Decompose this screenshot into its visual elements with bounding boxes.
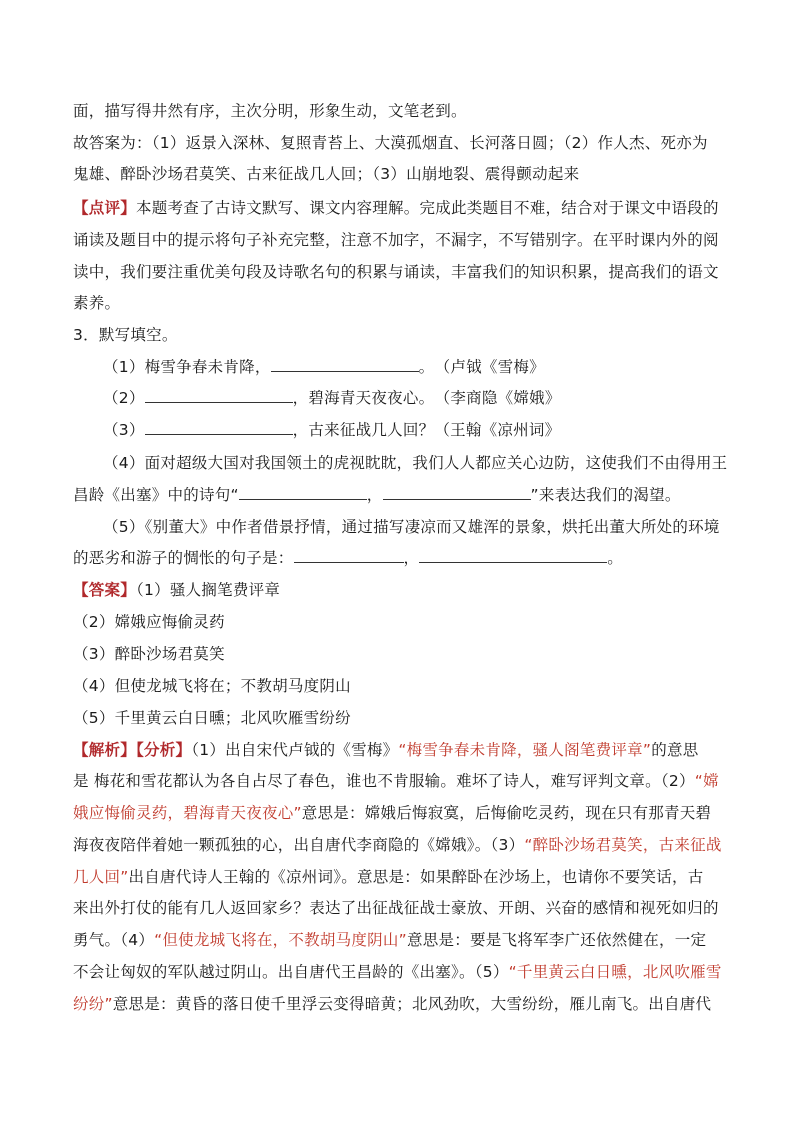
- question-item-2: [103, 388, 763, 408]
- poem-quote: “梅雪争春未肯降，骚人阁笔费评章”: [398, 741, 652, 759]
- question-item-4-cont: [73, 485, 733, 505]
- poem-quote: 娥应悔偷灵药，碧海青天夜夜心”: [73, 804, 302, 822]
- comment-line: 诵读及题目中的提示将句子补充完整，注意不加字，不漏字，不写错别字。在平时课内外的阅: [73, 231, 719, 249]
- answer-line: （2）嫦娥应悔偷灵药: [73, 613, 225, 631]
- item-text: （3）: [103, 421, 145, 439]
- comment-line: 读中，我们要注重优美句段及诗歌名句的积累与诵读，丰富我们的知识积累，提高我们的语文: [73, 263, 719, 281]
- analysis-line: [73, 994, 733, 1014]
- answer-line: [73, 580, 733, 600]
- analysis-text: 意思是：黄昏的落日使千里浮云变得暗黄；北风劲吹，大雪纷纷，雁儿南飞。出自唐代: [112, 995, 712, 1013]
- answer-line: （4）但使龙城飞将在；不教胡马度阴山: [73, 677, 351, 695]
- item-text: （1）梅雪争春未肯降，: [103, 358, 271, 376]
- fill-blank: [383, 485, 531, 500]
- analysis-line: 来出外打仗的能有几人返回家乡？表达了出征战征战士豪放、开朗、兴奋的感情和视死如归的: [73, 899, 719, 917]
- analysis-line: [73, 962, 733, 982]
- analysis-line: [73, 803, 733, 823]
- fill-blank: [239, 485, 367, 500]
- poem-quote: “嫦: [694, 772, 719, 790]
- item-text: 的恶劣和游子的惆怅的句子是：: [73, 549, 294, 567]
- question-title: 3．默写填空。: [73, 326, 178, 344]
- analysis-line: [73, 867, 733, 887]
- question-item-5: （5）《别董大》中作者借景抒情，通过描写凄凉而又雄浑的景象，烘托出董大所处的环境: [103, 518, 720, 536]
- analysis-text: 不会让匈奴的军队越过阴山。出自唐代王昌龄的《出塞》。（5）: [73, 963, 509, 981]
- item-text: ，碧海青天夜夜心。 （李商隐《嫦娥》: [292, 389, 561, 407]
- item-text: ，古来征战几人回？（王翰《凉州词》: [292, 421, 561, 439]
- analysis-tag: 【解析】: [73, 741, 137, 759]
- analysis-text: 意思是：要是飞将军李广还依然健在，一定: [406, 931, 707, 949]
- analysis-line: [73, 740, 733, 760]
- answer-line: （3）醉卧沙场君莫笑: [73, 645, 225, 663]
- prev-answer-line: 故答案为：（1）返景入深林、复照青苔上、大漠孤烟直、长河落日圆；（2）作人杰、死亦为: [73, 134, 708, 152]
- answer-tag: 【答案】: [73, 581, 137, 599]
- comment-tag: 【点评】: [73, 199, 137, 217]
- item-text: ，: [403, 549, 420, 567]
- item-text: 昌龄《出塞》中的诗句“: [73, 486, 239, 504]
- prev-answer-line: 鬼雄、醉卧沙场君莫笑、古来征战几人回；（3）山崩地裂、震得颤动起来: [73, 165, 580, 183]
- analysis-text: 出自唐代诗人王翰的《凉州词》。意思是：如果醉卧在沙场上，也请你不要笑话，古: [128, 868, 704, 886]
- poem-quote: 纷纷”: [73, 995, 113, 1013]
- analysis-line: [73, 771, 733, 791]
- fill-blank: [145, 388, 293, 403]
- analysis-text: 的意思: [651, 741, 699, 759]
- fill-blank: [419, 548, 607, 563]
- continuation-line: 面，描写得井然有序，主次分明，形象生动，文笔老到。: [73, 102, 467, 120]
- question-item-5-cont: [73, 548, 733, 568]
- analysis-text: （1）出自宋代卢钺的《雪梅》: [191, 741, 399, 759]
- analysis-text: 是 梅花和雪花都认为各自占尽了春色，谁也不肯服输。难坏了诗人，难写评判文章。（2）: [73, 772, 695, 790]
- comment-line: 素养。: [73, 294, 121, 312]
- analysis-text: 海夜夜陪伴着她一颗孤独的心，出自唐代李商隐的《嫦娥》。（3）: [73, 836, 525, 854]
- comment-line: [73, 198, 733, 218]
- poem-quote: “但使龙城飞将在，不教胡马度阴山”: [154, 931, 407, 949]
- analysis-tag: 【分析】: [136, 741, 192, 759]
- comment-text: 本题考查了古诗文默写、课文内容理解。完成此类题目不难，结合对于课文中语段的: [136, 199, 719, 217]
- item-text: 。 （卢钺《雪梅》: [418, 358, 545, 376]
- analysis-text: 意思是：嫦娥后悔寂寞，后悔偷吃灵药，现在只有那青天碧: [301, 804, 712, 822]
- answer-line: （5）千里黄云白日曛；北风吹雁雪纷纷: [73, 709, 351, 727]
- analysis-text: 勇气。（4）: [73, 931, 155, 949]
- item-text: ”来表达我们的渴望。: [530, 486, 681, 504]
- poem-quote: “千里黄云白日曛，北风吹雁雪: [508, 963, 722, 981]
- item-text: （2）: [103, 389, 145, 407]
- poem-quote: 几人回”: [73, 868, 129, 886]
- question-item-4: （4）面对超级大国对我国领土的虎视眈眈，我们人人都应关心边防，这使我们不由得用王: [103, 454, 728, 472]
- analysis-line: [73, 835, 733, 855]
- item-text: ，: [366, 486, 383, 504]
- question-item-1: [103, 357, 763, 377]
- poem-quote: “醉卧沙场君莫笑，古来征战: [524, 836, 722, 854]
- fill-blank: [294, 548, 404, 563]
- item-text: 。: [607, 549, 624, 567]
- fill-blank: [145, 420, 293, 435]
- answer-text: （1）骚人搁笔费评章: [136, 581, 281, 599]
- analysis-line: [73, 930, 733, 950]
- question-item-3: [103, 420, 763, 440]
- fill-blank: [271, 357, 419, 372]
